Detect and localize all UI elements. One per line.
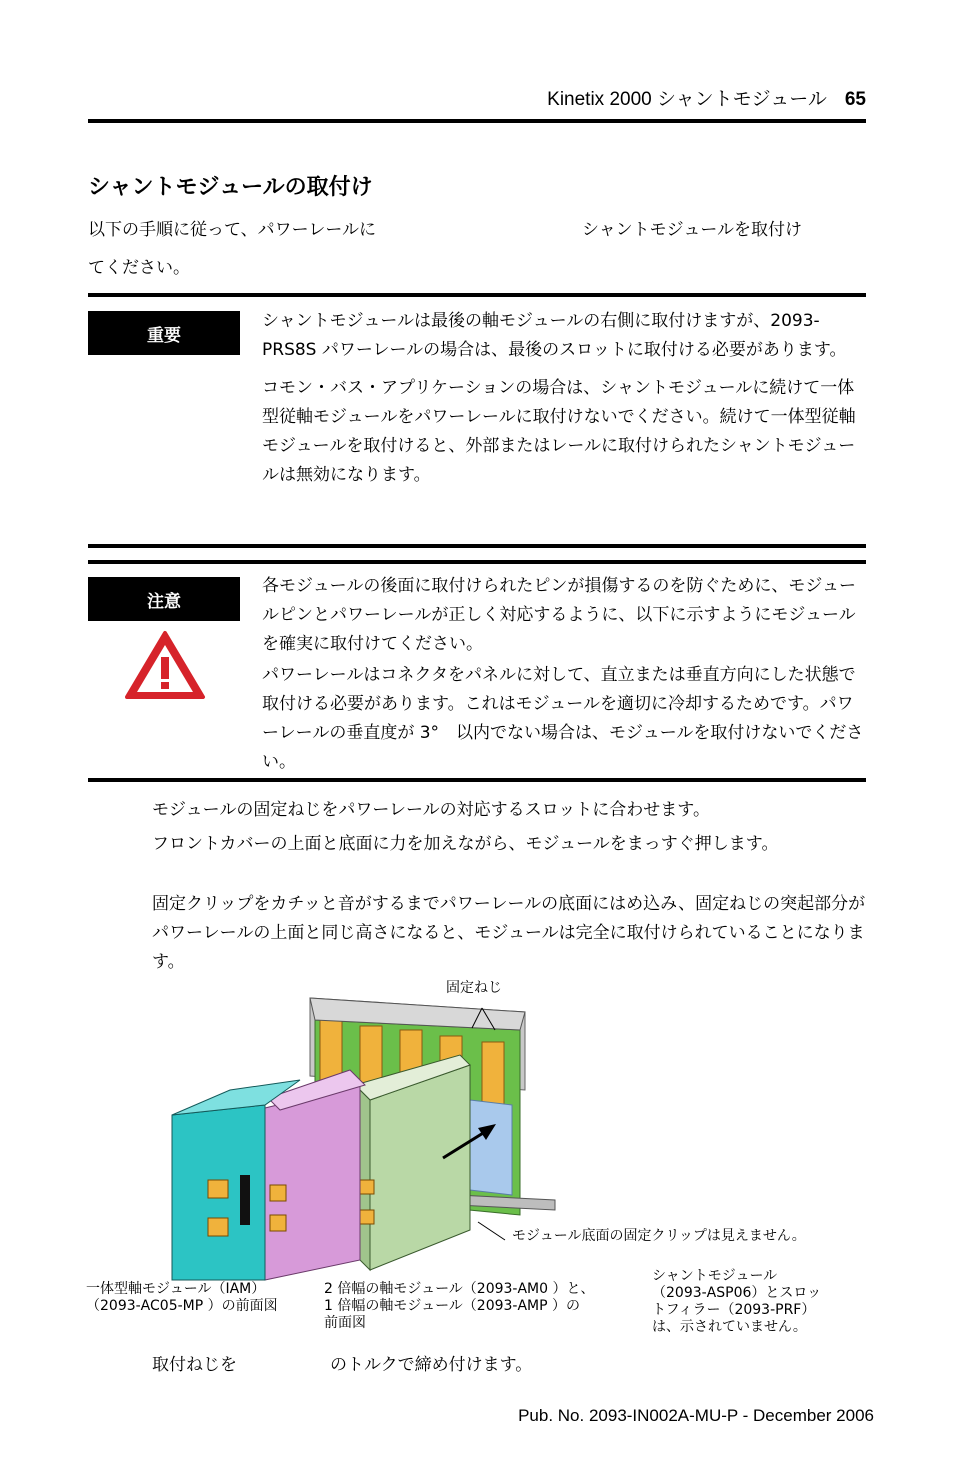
important-para2: コモン・バス・アプリケーションの場合は、シャントモジュールに続けて一体型従軸モジュールをパワーレールに取付けないでください。続けて一体型従軸モジュールを取付けると、外部またはレールに取付けられたシャントモジュールは無効になります。 <box>262 378 856 485</box>
step-2: フロントカバーの上面と底面に力を加えながら、モジュールをまっすぐ押します。 <box>152 834 779 854</box>
module-installation-figure <box>160 990 580 1290</box>
important-text <box>262 307 866 490</box>
intro-line2: てください。 <box>88 258 190 278</box>
important-bottom-rule <box>88 544 866 548</box>
step-4-a: 取付ねじを <box>152 1355 237 1375</box>
header-title: Kinetix 2000 シャントモジュール <box>547 89 827 110</box>
caption-iam-line2: （2093-AC05-MP ）の前面図 <box>86 1298 278 1314</box>
important-label: 重要 <box>88 311 240 355</box>
caption-shunt-line4: は、示されていません。 <box>652 1319 807 1335</box>
caution-top-rule <box>88 560 866 564</box>
caption-shunt <box>652 1268 821 1336</box>
step-4-b: のトルクで締め付けます。 <box>330 1355 533 1375</box>
caption-shunt-line3: トフィラー（2093-PRF） <box>652 1302 816 1318</box>
caption-iam-line1: 一体型軸モジュール（IAM） <box>86 1281 266 1297</box>
caption-iam <box>86 1281 278 1315</box>
caption-shunt-line1: シャントモジュール <box>652 1268 778 1284</box>
step-3: 固定クリップをカチッと音がするまでパワーレールの底面にはめ込み、固定ねじの突起部分がパワーレールの上面と同じ高さになると、モジュールは完全に取付けられていることになります。 <box>152 894 866 972</box>
intro-line1-a: 以下の手順に従って、パワーレールに <box>88 220 376 240</box>
label-fixing-screw: 固定ねじ <box>446 980 502 996</box>
label-fixing-clip: モジュール底面の固定クリップは見えません。 <box>512 1228 806 1244</box>
intro-line1-b: シャントモジュールを取付け <box>582 220 802 240</box>
caption-shunt-line2: （2093-ASP06）とスロッ <box>652 1285 822 1301</box>
caution-label: 注意 <box>88 577 240 621</box>
section-title: シャントモジュールの取付け <box>88 175 373 200</box>
caption-am-line1: 2 倍幅の軸モジュール（2093-AM0 ）と、 <box>324 1281 595 1297</box>
page-number: 65 <box>844 89 866 110</box>
caution-bottom-rule <box>88 778 866 782</box>
running-header <box>547 84 866 111</box>
caption-am-line3: 前面図 <box>324 1315 366 1331</box>
caution-para1: 各モジュールの後面に取付けられたピンが損傷するのを防ぐために、モジュールピンとパワーレールが正しく対応するように、以下に示すようにモジュールを確実に取付けてください。 <box>262 576 856 654</box>
caption-am <box>324 1281 595 1332</box>
warning-triangle-icon <box>124 630 206 700</box>
step-1: モジュールの固定ねじをパワーレールの対応するスロットに合わせます。 <box>152 800 710 820</box>
important-top-rule <box>88 293 866 297</box>
caution-text <box>262 572 866 777</box>
footer-publication: Pub. No. 2093-IN002A-MU-P - December 2006 <box>518 1406 874 1425</box>
caption-am-line2: 1 倍幅の軸モジュール（2093-AMP ）の <box>324 1298 581 1314</box>
caution-para2: パワーレールはコネクタをパネルに対して、直立または垂直方向にした状態で取付ける必要があります。これはモジュールを適切に冷却するためです。パワーレールの垂直度が 3° 以内でない場合は、モジュールを取付けないでください。 <box>262 665 864 772</box>
header-rule <box>88 119 866 123</box>
important-para1: シャントモジュールは最後の軸モジュールの右側に取付けますが、2093-PRS8S パワーレールの場合は、最後のスロットに取付ける必要があります。 <box>262 311 847 360</box>
